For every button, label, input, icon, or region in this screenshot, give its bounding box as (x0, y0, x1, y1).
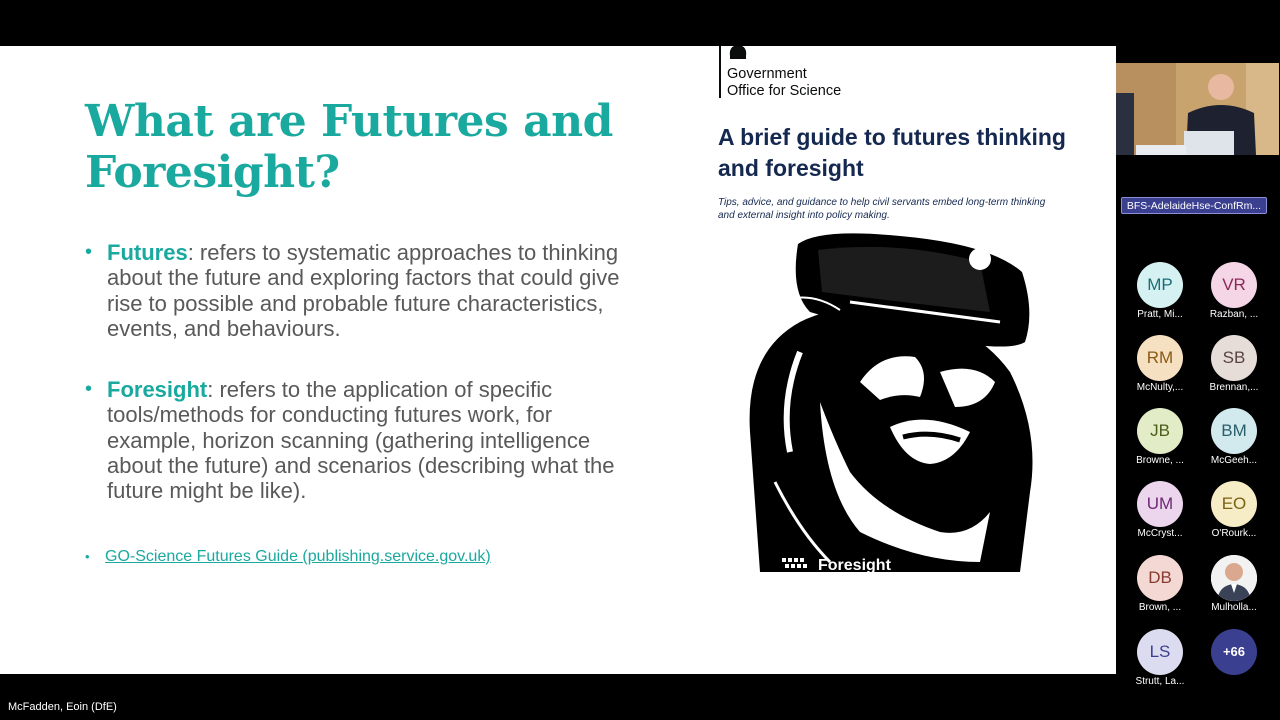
participant-tile[interactable] (1123, 629, 1197, 699)
participant-avatar: SB (1211, 335, 1257, 381)
participant-photo (1211, 555, 1257, 601)
participant-avatar: UM (1137, 481, 1183, 527)
guide-subtitle: Tips, advice, and guidance to help civil servants embed long-term thinking and external insight into policy making. (718, 197, 1046, 221)
guide-link-item (85, 548, 491, 566)
bullet-dot: • (85, 549, 90, 564)
room-video-feed[interactable] (1116, 63, 1279, 155)
more-participants-button[interactable]: +66 (1211, 629, 1257, 675)
participant-avatar: DB (1137, 555, 1183, 601)
participant-name: Mulholla... (1211, 602, 1257, 613)
participant-avatar: MP (1137, 262, 1183, 308)
participant-avatar: LS (1137, 629, 1183, 675)
guide-title: A brief guide to futures thinking and foresight (718, 124, 1066, 181)
participant-tile[interactable] (1197, 408, 1271, 478)
bullet-text: : refers to systematic approaches to thinking about the future and exploring factors that could give rise to possible and probable future characteristics, events, and behaviours. (107, 240, 620, 341)
foresight-caption: Foresight (818, 557, 891, 574)
guide-cover (700, 46, 1100, 606)
participant-avatar: JB (1137, 408, 1183, 454)
participant-tile[interactable] (1123, 262, 1197, 332)
participant-name: Brown, ... (1138, 602, 1182, 613)
participant-name: McGeeh... (1210, 455, 1258, 466)
participant-name: McCryst... (1137, 528, 1183, 539)
bullet-foresight (85, 377, 625, 503)
room-label: BFS-AdelaideHse-ConfRm... (1121, 197, 1267, 214)
participant-avatar: BM (1211, 408, 1257, 454)
royal-crest-icon (726, 46, 750, 62)
bullet-text: : refers to the application of specific tools/methods for conducting futures work, for example, horizon scanning (gathering intelligence about the future) and scenarios (describing what the future might be like). (107, 377, 615, 504)
participant-name: Pratt, Mi... (1137, 309, 1183, 320)
participant-tile[interactable] (1123, 335, 1197, 405)
participant-avatar: RM (1137, 335, 1183, 381)
participant-name: Browne, ... (1136, 455, 1184, 466)
participant-tile[interactable] (1197, 481, 1271, 551)
presenter-name: McFadden, Eoin (DfE) (8, 701, 117, 713)
participant-avatar: EO (1211, 481, 1257, 527)
participant-avatar: VR (1211, 262, 1257, 308)
participant-name: Strutt, La... (1135, 676, 1185, 687)
org-name-line2: Office for Science (727, 83, 842, 99)
participant-name: McNulty,... (1136, 382, 1184, 393)
guide-link[interactable]: GO-Science Futures Guide (publishing.service.gov.uk) (105, 548, 491, 565)
slide-title: What are Futures and Foresight? (85, 96, 613, 198)
bullet-term: Futures (107, 240, 188, 265)
participant-tile[interactable] (1197, 555, 1271, 625)
org-divider (719, 46, 721, 98)
participant-name: Razban, ... (1209, 309, 1259, 320)
org-name-line1: Government (727, 66, 807, 82)
participant-tile[interactable] (1197, 335, 1271, 405)
shared-slide (0, 46, 1116, 674)
participant-tile[interactable] (1123, 481, 1197, 551)
participant-tile[interactable] (1123, 408, 1197, 478)
org-name (727, 66, 927, 100)
participant-name: O'Rourk... (1211, 528, 1257, 539)
participant-tile[interactable] (1197, 262, 1271, 332)
participant-tile[interactable] (1123, 555, 1197, 625)
bullet-dot: • (85, 241, 93, 263)
bullet-futures (85, 240, 625, 341)
vr-headset-illustration (740, 232, 1040, 578)
bullet-term: Foresight (107, 377, 208, 402)
bullet-dot: • (85, 378, 93, 400)
participant-name: Brennan,... (1209, 382, 1259, 393)
